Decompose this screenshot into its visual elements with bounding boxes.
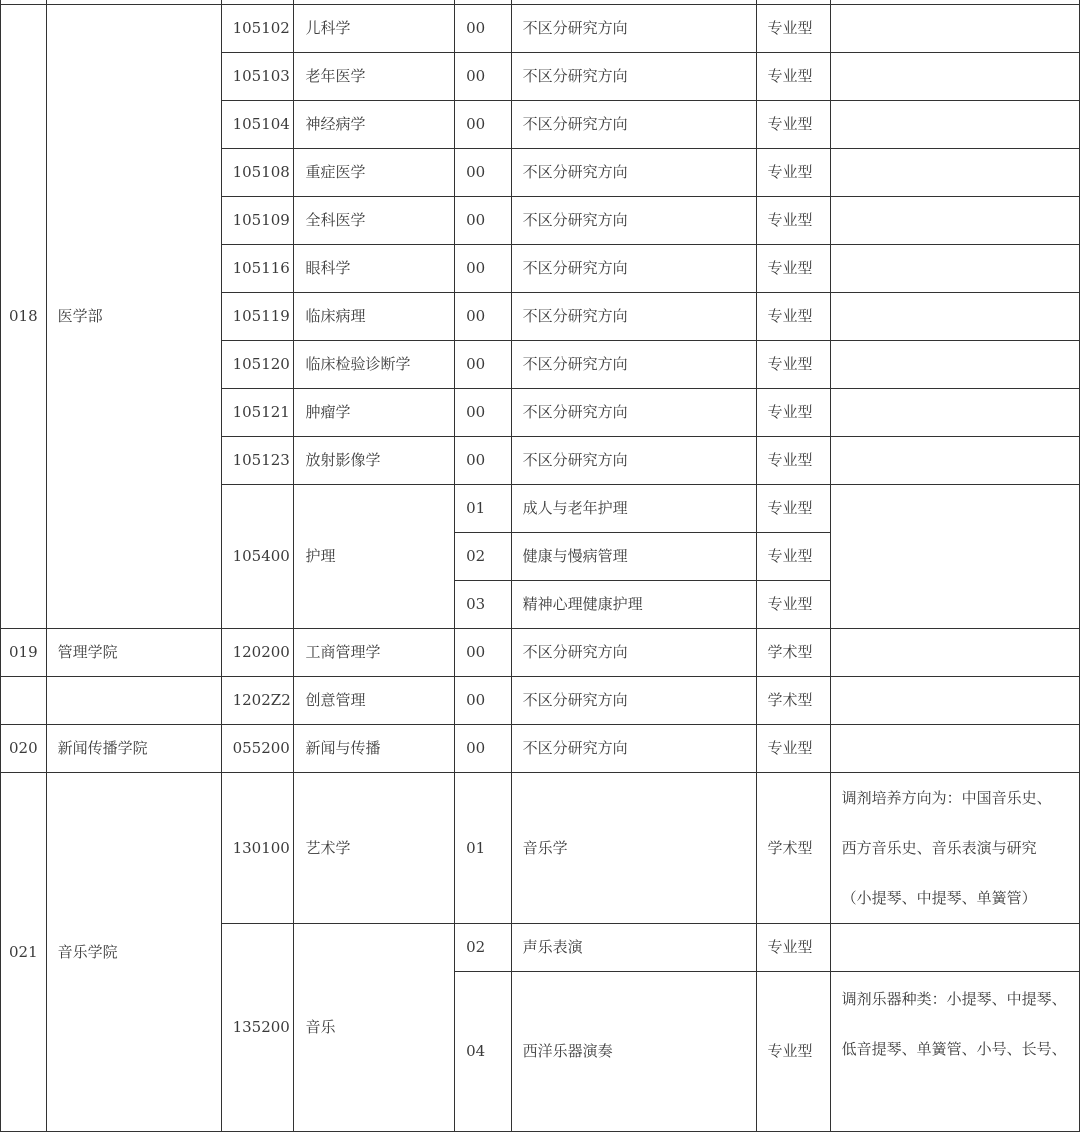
table-row: [1, 677, 1080, 725]
direction-name: 音乐学: [511, 773, 756, 924]
note-line: 调剂乐器种类：小提琴、中提琴、: [841, 990, 1067, 1008]
dept-name: 管理学院: [46, 629, 221, 677]
major-code: 1202Z2: [221, 677, 294, 725]
note-line: 西方音乐史、音乐表演与研究: [841, 839, 1037, 857]
note-cell: [830, 53, 1079, 101]
degree-type: 专业型: [756, 5, 830, 53]
direction-code: 04: [455, 972, 512, 1132]
direction-code: 01: [455, 485, 512, 533]
major-name: 新闻与传播: [294, 725, 455, 773]
note-cell: [830, 773, 1079, 924]
dept-code: 018: [1, 5, 47, 629]
note-line: 调剂培养方向为：中国音乐史、: [841, 789, 1052, 807]
note-cell: [830, 293, 1079, 341]
direction-name: 不区分研究方向: [511, 5, 756, 53]
major-name: 临床检验诊断学: [294, 341, 455, 389]
direction-code: 00: [455, 341, 512, 389]
dept-code: 019: [1, 629, 47, 677]
note-cell: [830, 437, 1079, 485]
note-cell: [830, 101, 1079, 149]
degree-type: 学术型: [756, 629, 830, 677]
direction-name: 不区分研究方向: [511, 437, 756, 485]
dept-name: 新闻传播学院: [46, 725, 221, 773]
degree-type: 专业型: [756, 197, 830, 245]
direction-name: 不区分研究方向: [511, 245, 756, 293]
table-row: [1, 725, 1080, 773]
major-name: 护理: [294, 485, 455, 629]
note-line: （小提琴、中提琴、单簧管）: [841, 889, 1037, 907]
note-cell: [830, 197, 1079, 245]
degree-type: 学术型: [756, 677, 830, 725]
major-name: 艺术学: [294, 773, 455, 924]
major-code: 105104: [221, 101, 294, 149]
direction-code: 01: [455, 773, 512, 924]
major-name: 肿瘤学: [294, 389, 455, 437]
major-name: 重症医学: [294, 149, 455, 197]
direction-name: 成人与老年护理: [511, 485, 756, 533]
major-code: 105103: [221, 53, 294, 101]
note-cell: [830, 725, 1079, 773]
direction-code: 00: [455, 293, 512, 341]
dept-name-continued: [46, 677, 221, 725]
degree-type: 专业型: [756, 389, 830, 437]
direction-code: 00: [455, 101, 512, 149]
major-code: 105120: [221, 341, 294, 389]
major-name: 放射影像学: [294, 437, 455, 485]
direction-name: 不区分研究方向: [511, 341, 756, 389]
note-cell: [830, 924, 1079, 972]
direction-name: 不区分研究方向: [511, 677, 756, 725]
direction-name: 健康与慢病管理: [511, 533, 756, 581]
direction-code: 00: [455, 389, 512, 437]
direction-name: 声乐表演: [511, 924, 756, 972]
note-cell: [830, 677, 1079, 725]
direction-name: 西洋乐器演奏: [511, 972, 756, 1132]
direction-code: 00: [455, 629, 512, 677]
dept-code: 021: [1, 773, 47, 1132]
major-name: 工商管理学: [294, 629, 455, 677]
major-code: 105121: [221, 389, 294, 437]
direction-name: 不区分研究方向: [511, 197, 756, 245]
degree-type: 专业型: [756, 149, 830, 197]
major-name: 临床病理: [294, 293, 455, 341]
note-line: 低音提琴、单簧管、小号、长号、: [841, 1040, 1067, 1058]
dept-code: 020: [1, 725, 47, 773]
major-name: 老年医学: [294, 53, 455, 101]
degree-type: 专业型: [756, 341, 830, 389]
note-cell: [830, 5, 1079, 53]
note-cell: [830, 245, 1079, 293]
major-name: 儿科学: [294, 5, 455, 53]
major-code: 105109: [221, 197, 294, 245]
direction-code: 02: [455, 533, 512, 581]
note-cell: [830, 389, 1079, 437]
major-code: 135200: [221, 924, 294, 1132]
degree-type: 专业型: [756, 533, 830, 581]
major-code: 055200: [221, 725, 294, 773]
major-code: 130100: [221, 773, 294, 924]
table-row: [1, 5, 1080, 53]
major-name: 全科医学: [294, 197, 455, 245]
major-name: 音乐: [294, 924, 455, 1132]
direction-code: 02: [455, 924, 512, 972]
direction-code: 00: [455, 677, 512, 725]
major-name: 创意管理: [294, 677, 455, 725]
major-code: 105108: [221, 149, 294, 197]
note-cell: [830, 341, 1079, 389]
direction-name: 不区分研究方向: [511, 53, 756, 101]
dept-name: 音乐学院: [46, 773, 221, 1132]
degree-type: 专业型: [756, 725, 830, 773]
degree-type: 专业型: [756, 924, 830, 972]
direction-name: 不区分研究方向: [511, 101, 756, 149]
direction-name: 不区分研究方向: [511, 725, 756, 773]
note-cell: [830, 629, 1079, 677]
table-row: [1, 773, 1080, 924]
direction-code: 03: [455, 581, 512, 629]
degree-type: 专业型: [756, 245, 830, 293]
direction-code: 00: [455, 53, 512, 101]
note-cell: [830, 972, 1079, 1132]
table-row: [1, 629, 1080, 677]
degree-type: 专业型: [756, 101, 830, 149]
degree-type: 学术型: [756, 773, 830, 924]
dept-name: 医学部: [46, 5, 221, 629]
direction-name: 不区分研究方向: [511, 149, 756, 197]
major-code: 105123: [221, 437, 294, 485]
major-name: 神经病学: [294, 101, 455, 149]
direction-name: 不区分研究方向: [511, 629, 756, 677]
direction-name: 不区分研究方向: [511, 293, 756, 341]
direction-name: 精神心理健康护理: [511, 581, 756, 629]
direction-code: 00: [455, 725, 512, 773]
direction-code: 00: [455, 245, 512, 293]
degree-type: 专业型: [756, 972, 830, 1132]
degree-type: 专业型: [756, 581, 830, 629]
major-code: 105119: [221, 293, 294, 341]
note-cell: [830, 485, 1079, 629]
note-cell: [830, 149, 1079, 197]
major-code: 120200: [221, 629, 294, 677]
degree-type: 专业型: [756, 485, 830, 533]
degree-type: 专业型: [756, 293, 830, 341]
degree-type: 专业型: [756, 437, 830, 485]
direction-code: 00: [455, 437, 512, 485]
major-code: 105400: [221, 485, 294, 629]
direction-name: 不区分研究方向: [511, 389, 756, 437]
degree-type: 专业型: [756, 53, 830, 101]
direction-code: 00: [455, 197, 512, 245]
major-name: 眼科学: [294, 245, 455, 293]
direction-code: 00: [455, 5, 512, 53]
major-code: 105116: [221, 245, 294, 293]
major-code: 105102: [221, 5, 294, 53]
dept-code-continued: [1, 677, 47, 725]
direction-code: 00: [455, 149, 512, 197]
